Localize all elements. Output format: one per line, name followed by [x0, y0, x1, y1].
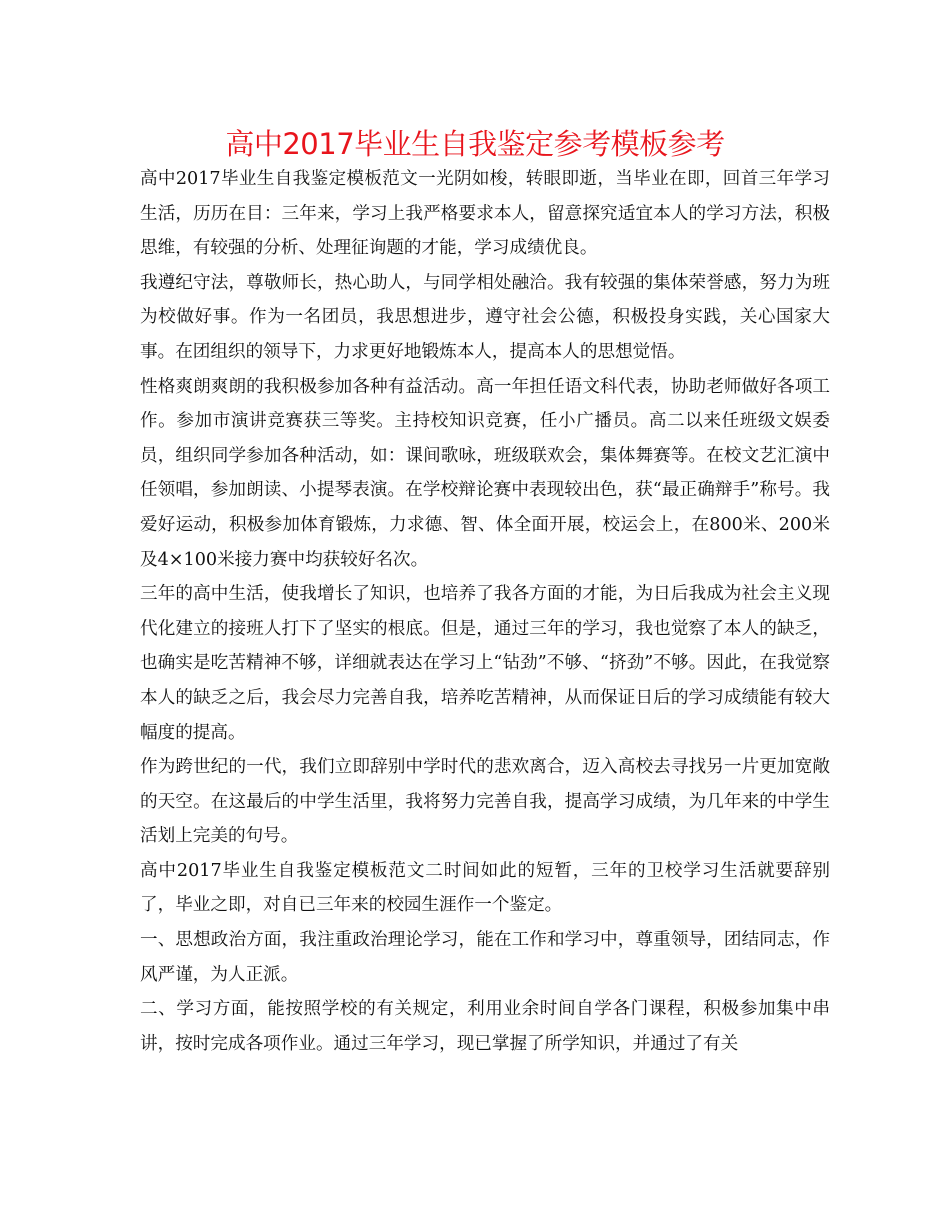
paragraph-4: 三年的高中生活，使我增长了知识，也培养了我各方面的才能，为日后我成为社会主义现代化建立的接班人打下了坚实的根底。但是，通过三年的学习，我也觉察了本人的缺乏，也确实是吃苦精神不够，详细就表达在学习上“钻劲”不够、“挤劲”不够。因此，在我觉察本人的缺乏之后，我会尽力完善自我，培养吃苦精神，从而保证日后的学习成绩能有较大幅度的提高。 — [140, 584, 830, 743]
document-body — [140, 162, 830, 1061]
paragraph-8: 二、学习方面，能按照学校的有关规定，利用业余时间自学各门课程，积极参加集中串讲，按时完成各项作业。通过三年学习，现已掌握了所学知识，并通过了有关 — [140, 999, 830, 1054]
paragraph-7: 一、思想政治方面，我注重政治理论学习，能在工作和学习中，尊重领导，团结同志，作风严谨，为人正派。 — [140, 930, 830, 985]
paragraph-3: 性格爽朗爽朗的我积极参加各种有益活动。高一年担任语文科代表，协助老师做好各项工作。参加市演讲竞赛获三等奖。主持校知识竞赛，任小广播员。高二以来任班级文娱委员，组织同学参加各种活动，如：课间歌咏，班级联欢会，集体舞赛等。在校文艺汇演中任领唱，参加朗读、小提琴表演。在学校辩论赛中表现较出色，获“最正确辩手”称号。我爱好运动，积极参加体育锻炼，力求德、智、体全面开展，校运会上，在800米、200米及4×100米接力赛中均获较好名次。 — [140, 376, 830, 570]
document-title: 高中2017毕业生自我鉴定参考模板参考 — [225, 127, 725, 161]
paragraph-5: 作为跨世纪的一代，我们立即辞别中学时代的悲欢离合，迈入高校去寻找另一片更加宽敞的天空。在这最后的中学生活里，我将努力完善自我，提高学习成绩，为几年来的中学生活划上完美的句号。 — [140, 757, 830, 847]
paragraph-1: 高中2017毕业生自我鉴定模板范文一光阴如梭，转眼即逝，当毕业在即，回首三年学习生活，历历在目：三年来，学习上我严格要求本人，留意探究适宜本人的学习方法，积极思维，有较强的分析、处理征询题的才能，学习成绩优良。 — [140, 169, 830, 259]
paragraph-6: 高中2017毕业生自我鉴定模板范文二时间如此的短暂，三年的卫校学习生活就要辞别了，毕业之即，对自已三年来的校园生涯作一个鉴定。 — [140, 860, 830, 916]
paragraph-2: 我遵纪守法，尊敬师长，热心助人，与同学相处融洽。我有较强的集体荣誉感，努力为班为校做好事。作为一名团员，我思想进步，遵守社会公德，积极投身实践，关心国家大事。在团组织的领导下，力求更好地锻炼本人，提高本人的思想觉悟。 — [140, 272, 830, 362]
